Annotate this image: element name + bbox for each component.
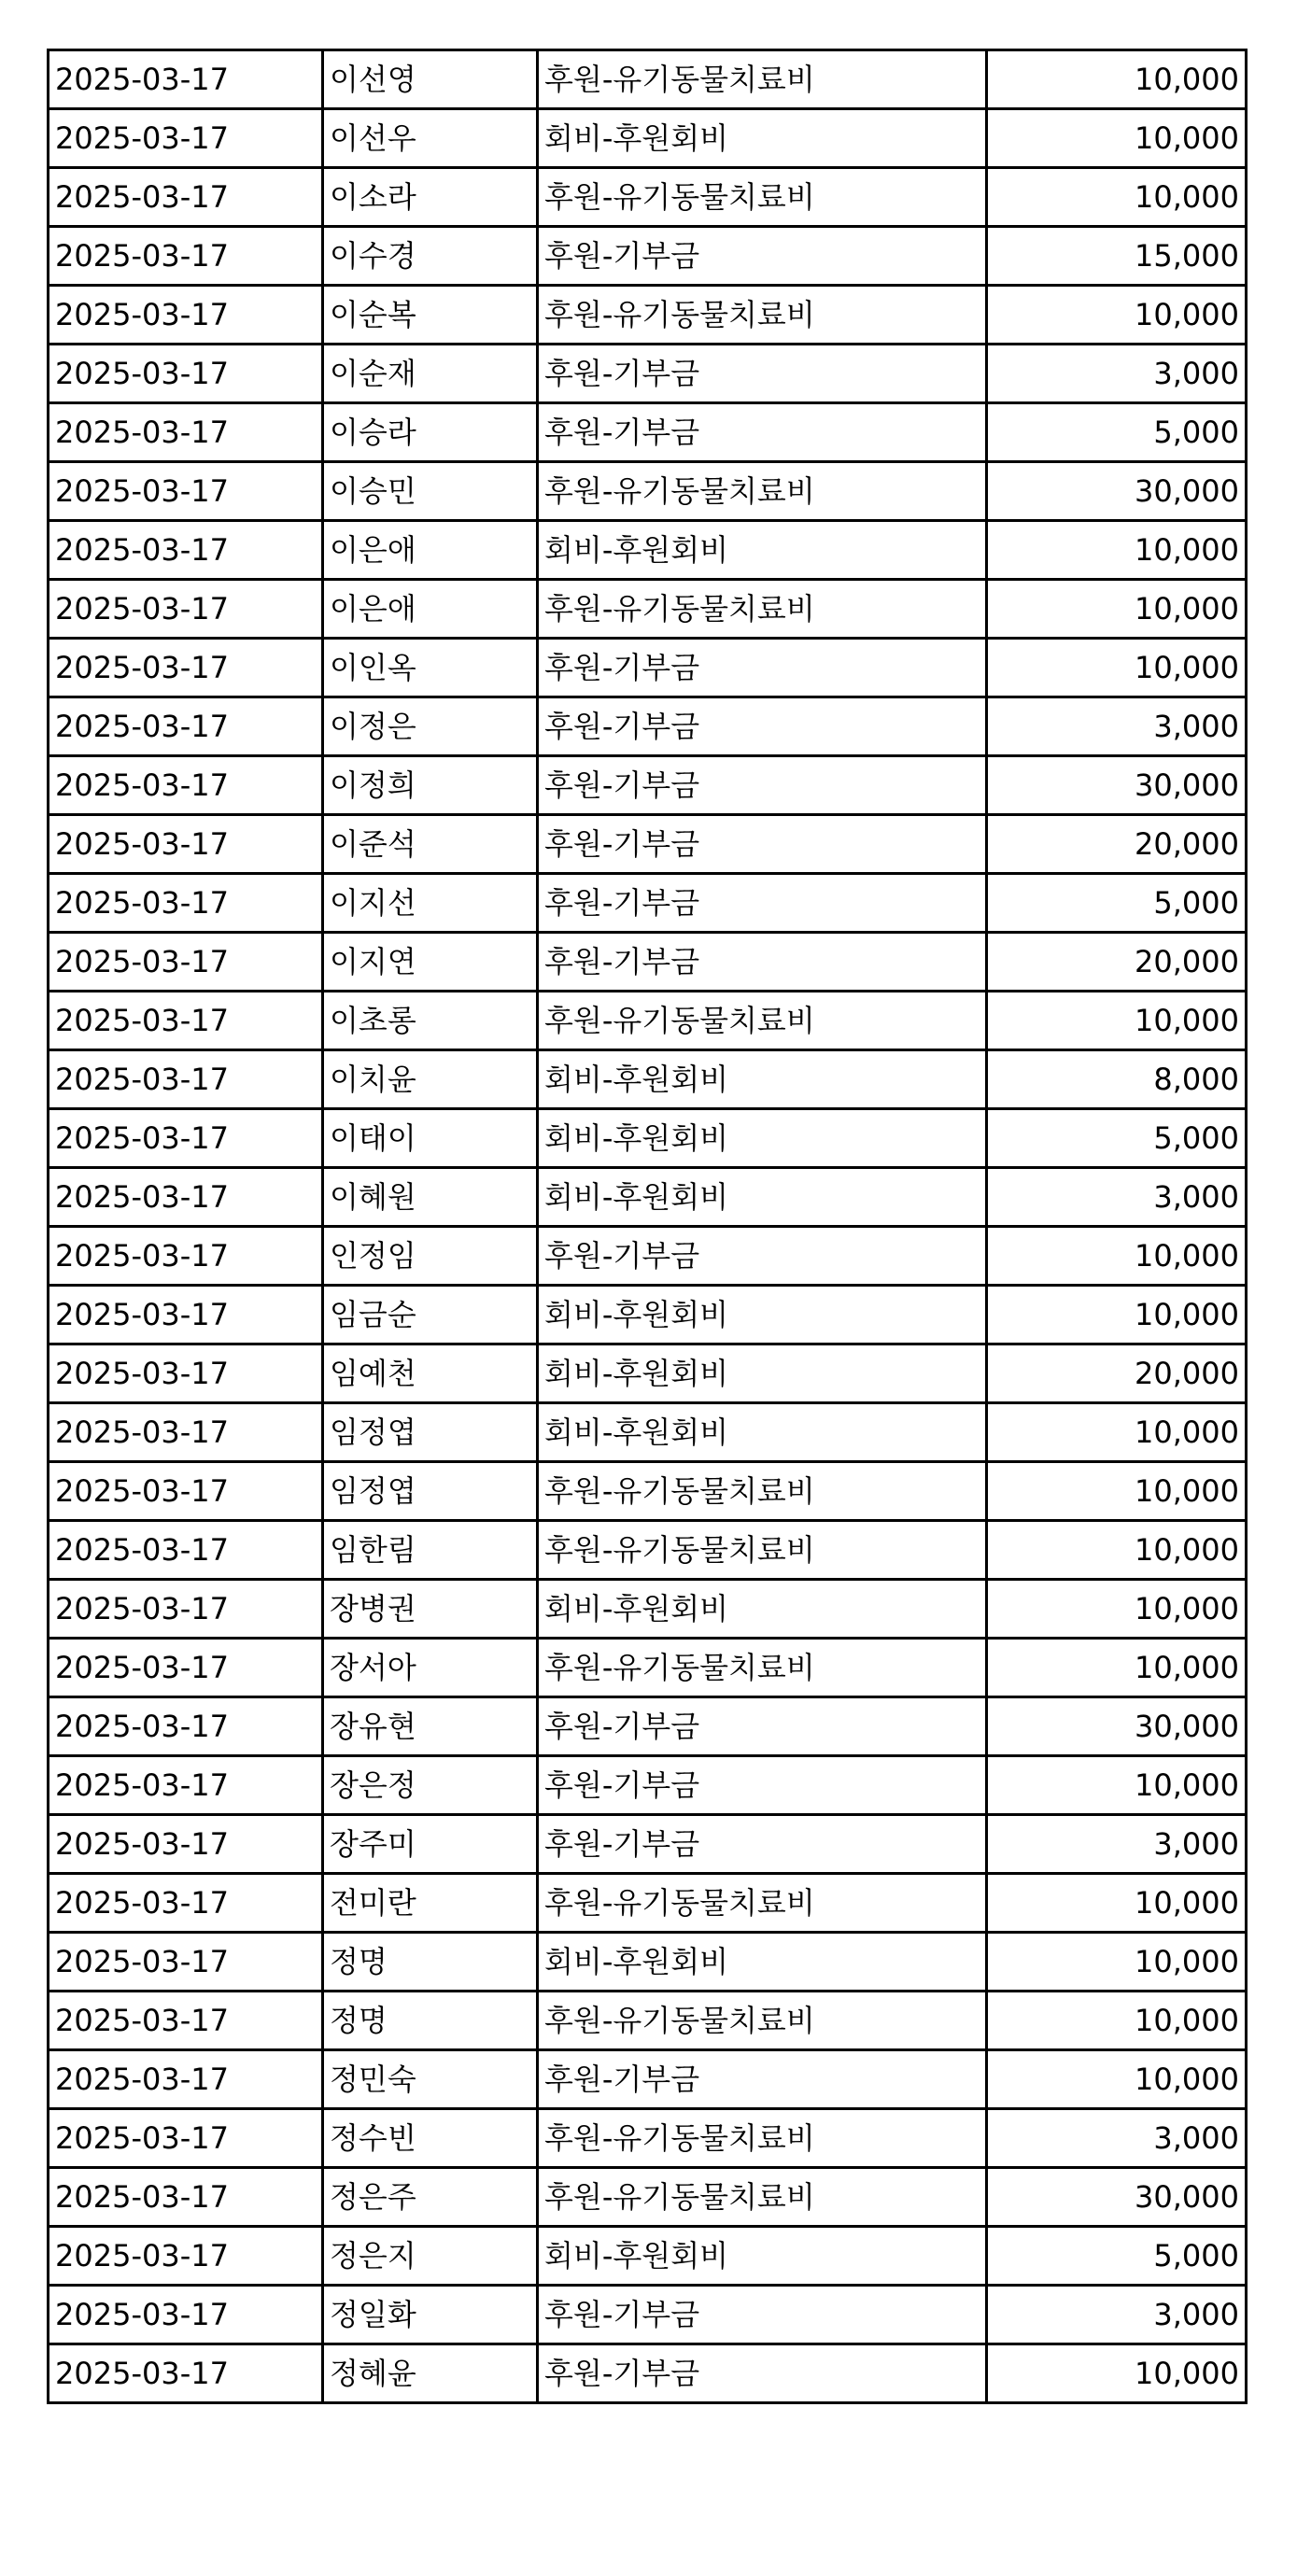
category-cell: 회비-후원회비 bbox=[538, 521, 987, 580]
name-cell: 이지연 bbox=[323, 933, 538, 992]
date-cell: 2025-03-17 bbox=[49, 2286, 323, 2344]
table-row bbox=[49, 1639, 1247, 1697]
date-cell: 2025-03-17 bbox=[49, 1168, 323, 1227]
name-cell: 임금순 bbox=[323, 1286, 538, 1344]
amount-cell: 3,000 bbox=[987, 697, 1247, 756]
category-cell: 회비-후원회비 bbox=[538, 1050, 987, 1109]
amount-cell: 8,000 bbox=[987, 1050, 1247, 1109]
date-cell: 2025-03-17 bbox=[49, 992, 323, 1050]
date-cell: 2025-03-17 bbox=[49, 1639, 323, 1697]
name-cell: 이선우 bbox=[323, 109, 538, 168]
name-cell: 이인옥 bbox=[323, 639, 538, 697]
date-cell: 2025-03-17 bbox=[49, 1227, 323, 1286]
date-cell: 2025-03-17 bbox=[49, 1286, 323, 1344]
category-cell: 후원-유기동물치료비 bbox=[538, 1639, 987, 1697]
name-cell: 이치윤 bbox=[323, 1050, 538, 1109]
table-row bbox=[49, 1697, 1247, 1756]
table-row bbox=[49, 2109, 1247, 2168]
date-cell: 2025-03-17 bbox=[49, 580, 323, 639]
table-row bbox=[49, 462, 1247, 521]
category-cell: 회비-후원회비 bbox=[538, 109, 987, 168]
table-row bbox=[49, 1050, 1247, 1109]
table-row bbox=[49, 345, 1247, 403]
table-row bbox=[49, 2344, 1247, 2403]
date-cell: 2025-03-17 bbox=[49, 345, 323, 403]
table-row bbox=[49, 1286, 1247, 1344]
name-cell: 정일화 bbox=[323, 2286, 538, 2344]
amount-cell: 30,000 bbox=[987, 2168, 1247, 2227]
table-row bbox=[49, 2050, 1247, 2109]
amount-cell: 10,000 bbox=[987, 2050, 1247, 2109]
name-cell: 이승라 bbox=[323, 403, 538, 462]
amount-cell: 5,000 bbox=[987, 403, 1247, 462]
table-row bbox=[49, 992, 1247, 1050]
amount-cell: 20,000 bbox=[987, 815, 1247, 874]
category-cell: 후원-기부금 bbox=[538, 2344, 987, 2403]
amount-cell: 10,000 bbox=[987, 50, 1247, 109]
amount-cell: 20,000 bbox=[987, 933, 1247, 992]
date-cell: 2025-03-17 bbox=[49, 756, 323, 815]
amount-cell: 3,000 bbox=[987, 1168, 1247, 1227]
date-cell: 2025-03-17 bbox=[49, 521, 323, 580]
date-cell: 2025-03-17 bbox=[49, 1521, 323, 1580]
date-cell: 2025-03-17 bbox=[49, 2168, 323, 2227]
date-cell: 2025-03-17 bbox=[49, 1462, 323, 1521]
category-cell: 후원-유기동물치료비 bbox=[538, 50, 987, 109]
date-cell: 2025-03-17 bbox=[49, 1933, 323, 1992]
category-cell: 후원-유기동물치료비 bbox=[538, 2109, 987, 2168]
table-row bbox=[49, 50, 1247, 109]
table-row bbox=[49, 1992, 1247, 2050]
amount-cell: 3,000 bbox=[987, 1815, 1247, 1874]
table-row bbox=[49, 1462, 1247, 1521]
table-row bbox=[49, 874, 1247, 933]
category-cell: 후원-유기동물치료비 bbox=[538, 2168, 987, 2227]
table-row bbox=[49, 286, 1247, 345]
table-row bbox=[49, 756, 1247, 815]
name-cell: 정은주 bbox=[323, 2168, 538, 2227]
name-cell: 인정임 bbox=[323, 1227, 538, 1286]
name-cell: 장서아 bbox=[323, 1639, 538, 1697]
table-row bbox=[49, 580, 1247, 639]
name-cell: 이정희 bbox=[323, 756, 538, 815]
date-cell: 2025-03-17 bbox=[49, 874, 323, 933]
category-cell: 후원-기부금 bbox=[538, 815, 987, 874]
date-cell: 2025-03-17 bbox=[49, 2227, 323, 2286]
date-cell: 2025-03-17 bbox=[49, 168, 323, 227]
table-row bbox=[49, 2227, 1247, 2286]
date-cell: 2025-03-17 bbox=[49, 462, 323, 521]
amount-cell: 10,000 bbox=[987, 2344, 1247, 2403]
table-row bbox=[49, 1815, 1247, 1874]
name-cell: 이선영 bbox=[323, 50, 538, 109]
name-cell: 장유현 bbox=[323, 1697, 538, 1756]
name-cell: 이승민 bbox=[323, 462, 538, 521]
table-row bbox=[49, 1521, 1247, 1580]
category-cell: 후원-기부금 bbox=[538, 1697, 987, 1756]
category-cell: 후원-기부금 bbox=[538, 933, 987, 992]
date-cell: 2025-03-17 bbox=[49, 1580, 323, 1639]
name-cell: 이정은 bbox=[323, 697, 538, 756]
amount-cell: 30,000 bbox=[987, 756, 1247, 815]
name-cell: 임한림 bbox=[323, 1521, 538, 1580]
date-cell: 2025-03-17 bbox=[49, 1756, 323, 1815]
category-cell: 후원-기부금 bbox=[538, 2286, 987, 2344]
category-cell: 후원-기부금 bbox=[538, 345, 987, 403]
name-cell: 전미란 bbox=[323, 1874, 538, 1933]
table-row bbox=[49, 168, 1247, 227]
amount-cell: 10,000 bbox=[987, 1933, 1247, 1992]
table-row bbox=[49, 1109, 1247, 1168]
category-cell: 회비-후원회비 bbox=[538, 2227, 987, 2286]
table-row bbox=[49, 815, 1247, 874]
table-row bbox=[49, 933, 1247, 992]
amount-cell: 10,000 bbox=[987, 1580, 1247, 1639]
table-row bbox=[49, 109, 1247, 168]
date-cell: 2025-03-17 bbox=[49, 109, 323, 168]
amount-cell: 3,000 bbox=[987, 2109, 1247, 2168]
category-cell: 후원-유기동물치료비 bbox=[538, 580, 987, 639]
table-row bbox=[49, 697, 1247, 756]
category-cell: 후원-유기동물치료비 bbox=[538, 462, 987, 521]
amount-cell: 10,000 bbox=[987, 992, 1247, 1050]
name-cell: 이준석 bbox=[323, 815, 538, 874]
table-row bbox=[49, 1344, 1247, 1403]
name-cell: 정명 bbox=[323, 1933, 538, 1992]
amount-cell: 10,000 bbox=[987, 1992, 1247, 2050]
date-cell: 2025-03-17 bbox=[49, 1344, 323, 1403]
name-cell: 임정엽 bbox=[323, 1403, 538, 1462]
name-cell: 정수빈 bbox=[323, 2109, 538, 2168]
amount-cell: 10,000 bbox=[987, 1227, 1247, 1286]
table-row bbox=[49, 1756, 1247, 1815]
amount-cell: 10,000 bbox=[987, 580, 1247, 639]
date-cell: 2025-03-17 bbox=[49, 639, 323, 697]
category-cell: 후원-기부금 bbox=[538, 227, 987, 286]
amount-cell: 10,000 bbox=[987, 1403, 1247, 1462]
name-cell: 이초롱 bbox=[323, 992, 538, 1050]
name-cell: 이은애 bbox=[323, 580, 538, 639]
amount-cell: 5,000 bbox=[987, 2227, 1247, 2286]
table-row bbox=[49, 1168, 1247, 1227]
category-cell: 후원-유기동물치료비 bbox=[538, 168, 987, 227]
table-row bbox=[49, 639, 1247, 697]
category-cell: 회비-후원회비 bbox=[538, 1286, 987, 1344]
category-cell: 회비-후원회비 bbox=[538, 1168, 987, 1227]
date-cell: 2025-03-17 bbox=[49, 1815, 323, 1874]
name-cell: 이순재 bbox=[323, 345, 538, 403]
category-cell: 후원-기부금 bbox=[538, 2050, 987, 2109]
category-cell: 후원-유기동물치료비 bbox=[538, 1874, 987, 1933]
category-cell: 회비-후원회비 bbox=[538, 1109, 987, 1168]
category-cell: 후원-유기동물치료비 bbox=[538, 1992, 987, 2050]
date-cell: 2025-03-17 bbox=[49, 2050, 323, 2109]
amount-cell: 15,000 bbox=[987, 227, 1247, 286]
amount-cell: 10,000 bbox=[987, 1462, 1247, 1521]
name-cell: 장병권 bbox=[323, 1580, 538, 1639]
category-cell: 회비-후원회비 bbox=[538, 1933, 987, 1992]
table-row bbox=[49, 521, 1247, 580]
name-cell: 이소라 bbox=[323, 168, 538, 227]
name-cell: 임정엽 bbox=[323, 1462, 538, 1521]
amount-cell: 10,000 bbox=[987, 286, 1247, 345]
date-cell: 2025-03-17 bbox=[49, 227, 323, 286]
table-row bbox=[49, 2168, 1247, 2227]
date-cell: 2025-03-17 bbox=[49, 403, 323, 462]
date-cell: 2025-03-17 bbox=[49, 1109, 323, 1168]
category-cell: 후원-기부금 bbox=[538, 403, 987, 462]
name-cell: 정은지 bbox=[323, 2227, 538, 2286]
amount-cell: 10,000 bbox=[987, 1756, 1247, 1815]
category-cell: 회비-후원회비 bbox=[538, 1344, 987, 1403]
table-row bbox=[49, 227, 1247, 286]
table-row bbox=[49, 1933, 1247, 1992]
date-cell: 2025-03-17 bbox=[49, 697, 323, 756]
category-cell: 후원-기부금 bbox=[538, 1815, 987, 1874]
name-cell: 임예천 bbox=[323, 1344, 538, 1403]
amount-cell: 20,000 bbox=[987, 1344, 1247, 1403]
date-cell: 2025-03-17 bbox=[49, 1050, 323, 1109]
date-cell: 2025-03-17 bbox=[49, 1992, 323, 2050]
amount-cell: 30,000 bbox=[987, 1697, 1247, 1756]
table-row bbox=[49, 2286, 1247, 2344]
name-cell: 장주미 bbox=[323, 1815, 538, 1874]
category-cell: 후원-기부금 bbox=[538, 639, 987, 697]
amount-cell: 30,000 bbox=[987, 462, 1247, 521]
date-cell: 2025-03-17 bbox=[49, 50, 323, 109]
amount-cell: 10,000 bbox=[987, 521, 1247, 580]
category-cell: 후원-기부금 bbox=[538, 1756, 987, 1815]
name-cell: 이혜원 bbox=[323, 1168, 538, 1227]
name-cell: 이순복 bbox=[323, 286, 538, 345]
amount-cell: 10,000 bbox=[987, 1286, 1247, 1344]
category-cell: 회비-후원회비 bbox=[538, 1403, 987, 1462]
table-row bbox=[49, 1874, 1247, 1933]
name-cell: 정혜윤 bbox=[323, 2344, 538, 2403]
category-cell: 후원-유기동물치료비 bbox=[538, 286, 987, 345]
name-cell: 이지선 bbox=[323, 874, 538, 933]
date-cell: 2025-03-17 bbox=[49, 2109, 323, 2168]
name-cell: 장은정 bbox=[323, 1756, 538, 1815]
category-cell: 후원-유기동물치료비 bbox=[538, 1462, 987, 1521]
name-cell: 이수경 bbox=[323, 227, 538, 286]
amount-cell: 3,000 bbox=[987, 345, 1247, 403]
table-row bbox=[49, 1227, 1247, 1286]
category-cell: 후원-기부금 bbox=[538, 1227, 987, 1286]
ledger-body bbox=[49, 50, 1247, 2403]
date-cell: 2025-03-17 bbox=[49, 2344, 323, 2403]
donation-ledger-table bbox=[47, 49, 1248, 2404]
category-cell: 후원-유기동물치료비 bbox=[538, 992, 987, 1050]
name-cell: 정민숙 bbox=[323, 2050, 538, 2109]
name-cell: 이태이 bbox=[323, 1109, 538, 1168]
amount-cell: 5,000 bbox=[987, 1109, 1247, 1168]
table-row bbox=[49, 1403, 1247, 1462]
category-cell: 후원-유기동물치료비 bbox=[538, 1521, 987, 1580]
amount-cell: 5,000 bbox=[987, 874, 1247, 933]
category-cell: 후원-기부금 bbox=[538, 874, 987, 933]
amount-cell: 10,000 bbox=[987, 109, 1247, 168]
amount-cell: 10,000 bbox=[987, 639, 1247, 697]
date-cell: 2025-03-17 bbox=[49, 1403, 323, 1462]
amount-cell: 10,000 bbox=[987, 1874, 1247, 1933]
name-cell: 정명 bbox=[323, 1992, 538, 2050]
table-row bbox=[49, 1580, 1247, 1639]
category-cell: 후원-기부금 bbox=[538, 697, 987, 756]
date-cell: 2025-03-17 bbox=[49, 1874, 323, 1933]
amount-cell: 3,000 bbox=[987, 2286, 1247, 2344]
date-cell: 2025-03-17 bbox=[49, 933, 323, 992]
date-cell: 2025-03-17 bbox=[49, 815, 323, 874]
name-cell: 이은애 bbox=[323, 521, 538, 580]
amount-cell: 10,000 bbox=[987, 1639, 1247, 1697]
amount-cell: 10,000 bbox=[987, 1521, 1247, 1580]
amount-cell: 10,000 bbox=[987, 168, 1247, 227]
category-cell: 회비-후원회비 bbox=[538, 1580, 987, 1639]
table-row bbox=[49, 403, 1247, 462]
category-cell: 후원-기부금 bbox=[538, 756, 987, 815]
date-cell: 2025-03-17 bbox=[49, 286, 323, 345]
date-cell: 2025-03-17 bbox=[49, 1697, 323, 1756]
